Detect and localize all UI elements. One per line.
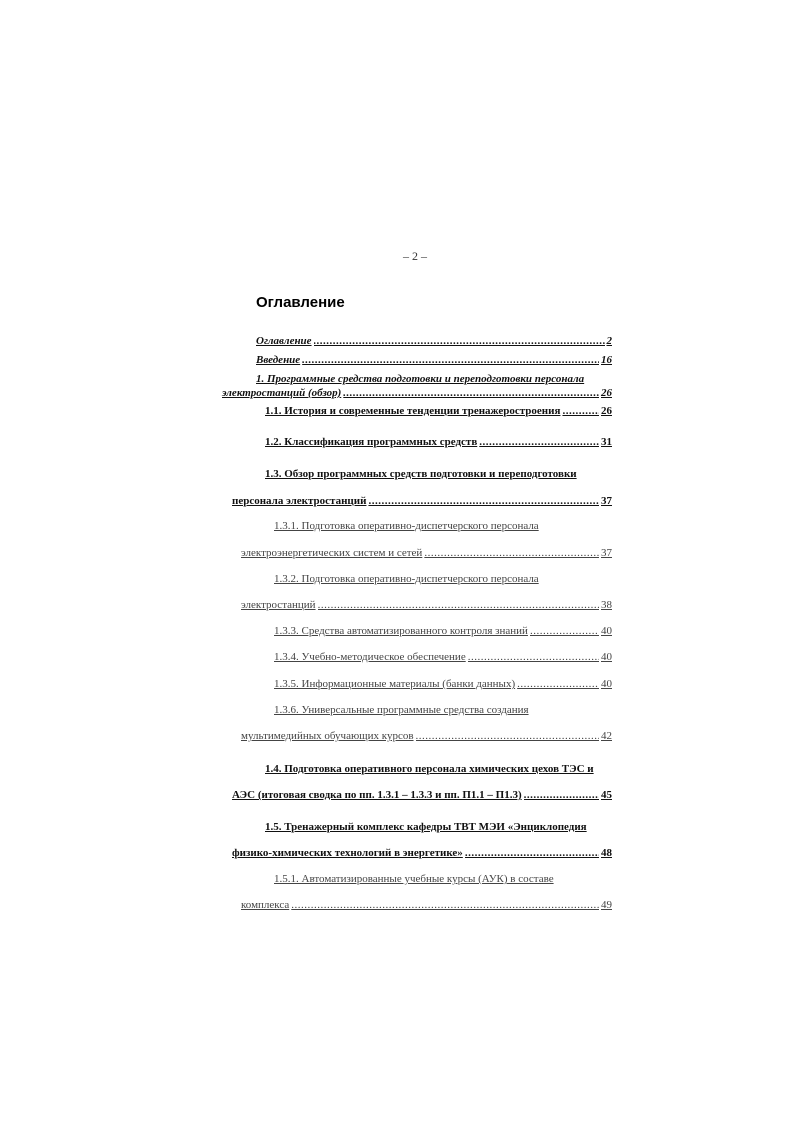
toc-leader-dots bbox=[343, 387, 599, 399]
toc-entry-title: 1.3.4. Учебно-методическое обеспечение bbox=[274, 651, 466, 663]
toc-entry-1-3-5[interactable] bbox=[274, 678, 612, 690]
toc-entry-page: 40 bbox=[601, 651, 612, 663]
toc-leader-dots bbox=[465, 847, 599, 859]
toc-entry-title: 1.2. Классификация программных средств bbox=[265, 436, 478, 448]
toc-leader-dots bbox=[318, 599, 599, 611]
toc-entry-page: 40 bbox=[601, 625, 612, 637]
toc-leader-dots bbox=[479, 436, 599, 448]
toc-leader-dots bbox=[424, 547, 599, 559]
toc-entry-page: 38 bbox=[601, 599, 612, 611]
toc-entry-title: электростанций (обзор) bbox=[222, 387, 342, 399]
toc-entry-chapter-1[interactable] bbox=[222, 387, 612, 399]
toc-entry-page: 40 bbox=[601, 678, 612, 690]
toc-entry-1-4[interactable] bbox=[232, 789, 612, 801]
toc-entry-1-2[interactable] bbox=[265, 436, 612, 448]
toc-entry-title: 1.3.3. Средства автоматизированного контроля знаний bbox=[274, 625, 528, 637]
toc-entry-title: мультимедийных обучающих курсов bbox=[241, 730, 414, 742]
toc-leader-dots bbox=[416, 730, 599, 742]
page-number: – 2 – bbox=[403, 249, 427, 263]
toc-leader-dots bbox=[314, 335, 605, 347]
toc-entry-title: 1.1. История и современные тенденции тренажеростроения bbox=[265, 405, 561, 417]
toc-entry-1-5-line1[interactable]: 1.5. Тренажерный комплекс кафедры ТВТ МЭИ «Энциклопедия bbox=[265, 821, 587, 833]
toc-entry-chapter-1-line1[interactable]: 1. Программные средства подготовки и переподготовки персонала bbox=[256, 373, 585, 385]
toc-entry-page: 16 bbox=[601, 354, 612, 366]
toc-entry-page: 37 bbox=[601, 547, 612, 559]
toc-entry-title: 1.3.5. Информационные материалы (банки данных) bbox=[274, 678, 516, 690]
toc-entry-page: 45 bbox=[601, 789, 612, 801]
toc-leader-dots bbox=[530, 625, 599, 637]
toc-entry-title: электроэнергетических систем и сетей bbox=[241, 547, 423, 559]
toc-entry-page: 48 bbox=[601, 847, 612, 859]
toc-entry-title: Оглавление bbox=[256, 335, 312, 347]
toc-leader-dots bbox=[524, 789, 599, 801]
toc-entry-title: физико-химических технологий в энергетике» bbox=[232, 847, 463, 859]
toc-entry-1-4-line1[interactable]: 1.4. Подготовка оперативного персонала химических цехов ТЭС и bbox=[265, 763, 594, 775]
toc-entry-1-3-4[interactable] bbox=[274, 651, 612, 663]
toc-entry-1-3-6-line1[interactable]: 1.3.6. Универсальные программные средства создания bbox=[274, 704, 529, 716]
toc-entry-title: АЭС (итоговая сводка по пп. 1.3.1 – 1.3.3 и пп. П1.1 – П1.3) bbox=[232, 789, 522, 801]
toc-leader-dots bbox=[368, 495, 599, 507]
toc-entry-page: 2 bbox=[606, 335, 612, 347]
toc-leader-dots bbox=[302, 354, 599, 366]
toc-entry-page: 26 bbox=[601, 387, 612, 399]
toc-entry-1-3-2-line1[interactable]: 1.3.2. Подготовка оперативно-диспетчерского персонала bbox=[274, 573, 539, 585]
toc-entry-page: 37 bbox=[601, 495, 612, 507]
toc-entry-title: Введение bbox=[256, 354, 301, 366]
toc-entry-contents[interactable] bbox=[256, 335, 612, 347]
toc-entry-introduction[interactable] bbox=[256, 354, 612, 366]
toc-entry-1-3[interactable] bbox=[232, 495, 612, 507]
toc-leader-dots bbox=[562, 405, 599, 417]
toc-heading: Оглавление bbox=[256, 294, 345, 311]
toc-entry-1-5-1-line1[interactable]: 1.5.1. Автоматизированные учебные курсы (АУК) в составе bbox=[274, 873, 554, 885]
toc-entry-title: персонала электростанций bbox=[232, 495, 367, 507]
toc-entry-1-3-2[interactable] bbox=[241, 599, 612, 611]
toc-entry-title: комплекса bbox=[241, 899, 290, 911]
toc-leader-dots bbox=[468, 651, 599, 663]
toc-entry-page: 49 bbox=[601, 899, 612, 911]
toc-entry-1-3-3[interactable] bbox=[274, 625, 612, 637]
toc-entry-page: 26 bbox=[601, 405, 612, 417]
toc-entry-1-5-1[interactable] bbox=[241, 899, 612, 911]
toc-leader-dots bbox=[291, 899, 599, 911]
toc-entry-1-1[interactable] bbox=[265, 405, 612, 417]
toc-entry-page: 42 bbox=[601, 730, 612, 742]
toc-entry-1-3-line1[interactable]: 1.3. Обзор программных средств подготовки и переподготовки bbox=[265, 468, 577, 480]
toc-entry-title: электростанций bbox=[241, 599, 316, 611]
toc-entry-1-5[interactable] bbox=[232, 847, 612, 859]
toc-leader-dots bbox=[517, 678, 599, 690]
toc-entry-1-3-1-line1[interactable]: 1.3.1. Подготовка оперативно-диспетчерского персонала bbox=[274, 520, 539, 532]
toc-entry-1-3-1[interactable] bbox=[241, 547, 612, 559]
toc-entry-1-3-6[interactable] bbox=[241, 730, 612, 742]
toc-entry-page: 31 bbox=[601, 436, 612, 448]
